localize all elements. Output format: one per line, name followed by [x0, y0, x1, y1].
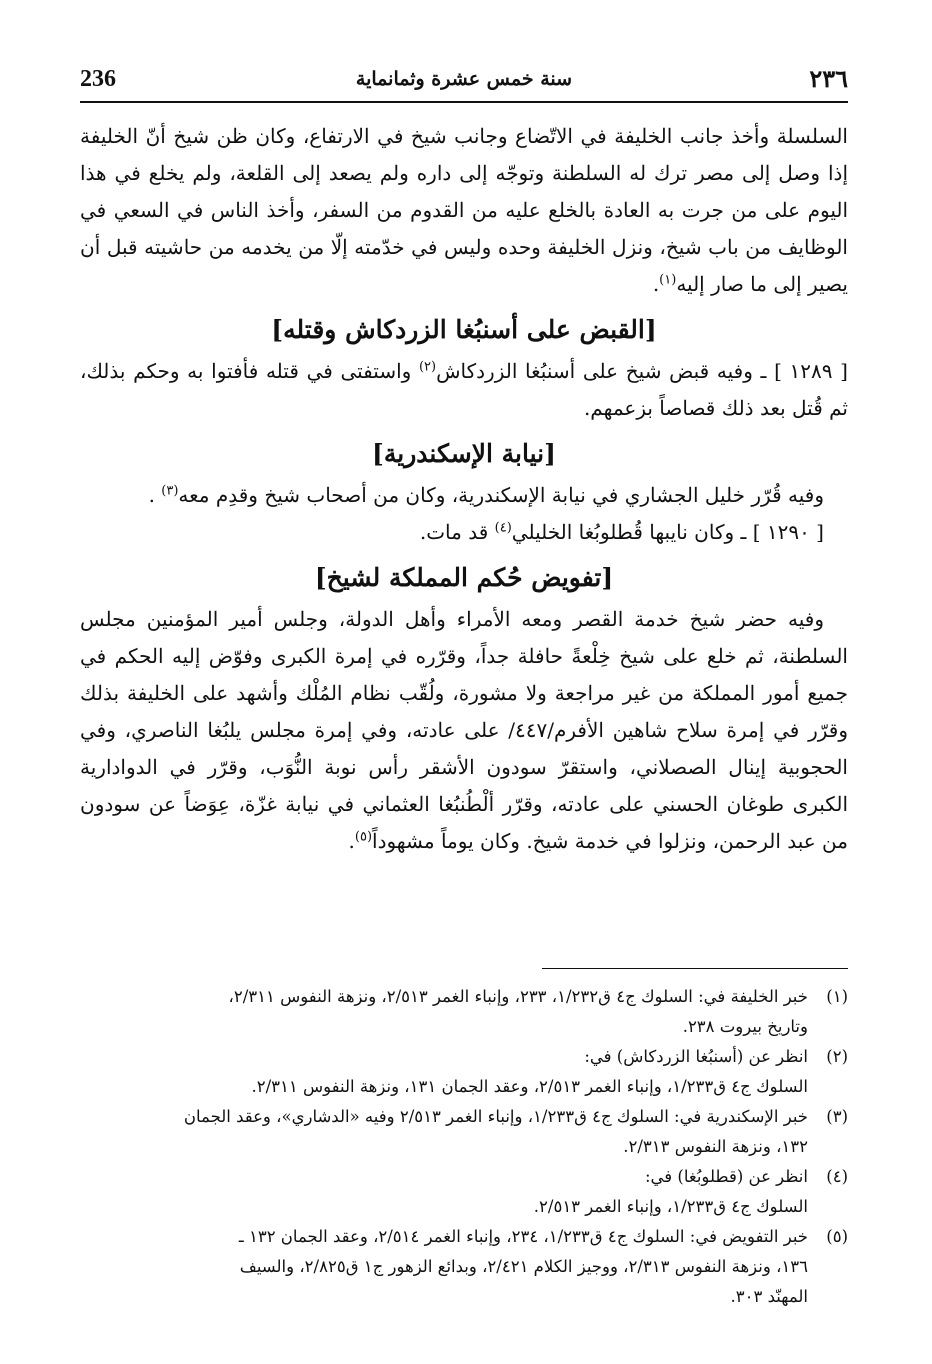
footnote-number: (١) [826, 987, 848, 1006]
paragraph-3-text: وفيه قُرّر خليل الجشاري في نيابة الإسكندرية، وكان من أصحاب شيخ وقدِم معه [178, 483, 824, 507]
footnote-line: خبر الخليفة في: السلوك ج٤ ق١/٢٣٢، ٢٣٣، وإنباء الغمر ٢/٥١٣، ونزهة النفوس ٢/٣١١، [228, 987, 808, 1006]
footnote-4 [80, 1162, 848, 1222]
footnote-line: خبر الإسكندرية في: السلوك ج٤ ق١/٢٣٣، وإنباء الغمر ٢/٥١٣ وفيه «الدشاري»، وعقد الجمان [183, 1107, 808, 1126]
page-number-arabic: ٢٣٦ [809, 64, 848, 93]
paragraph-5-end: . [348, 829, 355, 853]
footnote-line: السلوك ج٤ ق١/٢٣٣، وإنباء الغمر ٢/٥١٣. [533, 1197, 808, 1216]
main-text [80, 118, 848, 860]
footnote-text [80, 1222, 808, 1312]
footnote-ref-2: (٢) [418, 359, 437, 375]
footnote-2 [80, 1042, 848, 1102]
section-heading-3: [تفويض حُكم المملكة لشيخ] [314, 563, 614, 592]
page-number-latin: 236 [80, 66, 116, 92]
footnote-1 [80, 982, 848, 1042]
footnote-line: وتاريخ بيروت ٢٣٨. [682, 1017, 808, 1036]
footnote-number: (٢) [826, 1047, 848, 1066]
paragraph-2 [80, 353, 848, 427]
paragraph-4-text: [ ١٢٩٠ ] ـ وكان نايبها قُطلوبُغا الخليلي [511, 520, 824, 544]
footnote-line: ١٣٢، ونزهة النفوس ٢/٣١٣. [623, 1137, 808, 1156]
footnote-ref-3: (٣) [161, 483, 179, 499]
footnote-line: المهنّد ٣٠٣. [730, 1287, 808, 1306]
footnote-separator [542, 968, 848, 969]
page-header [80, 64, 848, 98]
footnote-text [80, 1162, 808, 1222]
footnote-text [80, 1102, 808, 1162]
paragraph-1-text: السلسلة وأخذ جانب الخليفة في الاتّضاع وجانب شيخ في الارتفاع، وكان ظن شيخ أنّ الخليفة إذا وصل إلى مصر ترك له السلطنة وتوجّه إلى داره ولم يصعد إلى القلعة، ولم يخلع في هذا اليوم على من جرت به العادة بالخلع عليه من القدوم من السفر، وأخذ الناس في السعي في الوظايف من باب شيخ، ونزل الخليفة وحده وليس في خدّمته إلّا من يخدمه من حاشيته قبل أن يصير إلى ما صار إليه [80, 124, 848, 296]
running-title: سنة خمس عشرة وثمانماية [355, 68, 573, 90]
footnote-line: ١٣٦، ونزهة النفوس ٢/٣١٣، ووجيز الكلام ٢/٤٢١، وبدائع الزهور ج١ ق٢/٨٢٥، والسيف [239, 1257, 808, 1276]
paragraph-2-text: [ ١٢٨٩ ] ـ وفيه قبض شيخ على أسنبُغا الزردكاش [436, 359, 848, 383]
footnote-5 [80, 1222, 848, 1312]
paragraph-5 [80, 601, 848, 860]
header-rule [80, 101, 848, 103]
footnote-text [80, 982, 808, 1042]
footnote-number: (٥) [826, 1227, 848, 1246]
footnotes [80, 982, 848, 1312]
footnote-line: انظر عن (قطلوبُغا) في: [644, 1167, 808, 1186]
footnote-ref-4: (٤) [494, 520, 512, 536]
paragraph-1-end: . [652, 272, 660, 296]
paragraph-4-end: قد مات. [419, 520, 495, 544]
section-heading-2: [نيابة الإسكندرية] [372, 439, 556, 468]
footnote-line: خبر التفويض في: السلوك ج٤ ق١/٢٣٣، ٢٣٤، وإنباء الغمر ٢/٥١٤، وعقد الجمان ١٣٢ ـ [238, 1227, 808, 1246]
paragraph-2-end: واستفتى في قتله فأفتوا به وحكم بذلك، ثم قُتل بعد ذلك قصاصاً بزعمهم. [80, 359, 848, 420]
paragraph-1 [80, 118, 848, 303]
paragraph-3 [80, 477, 848, 514]
footnote-ref-1: (١) [659, 272, 677, 288]
paragraph-3-end: . [148, 483, 162, 507]
footnote-ref-5: (٥) [354, 829, 373, 845]
footnote-number: (٤) [826, 1167, 848, 1186]
paragraph-5-text: وفيه حضر شيخ خدمة القصر ومعه الأمراء وأهل الدولة، وجلس أمير المؤمنين مجلس السلطنة، ثم خلع على شيخ خِلْعةً حافلة جداً، وقرّره في إمرة الكبرى وفوّض إليه الحكم في جميع أمور المملكة من غير مراجعة ولا مشورة، ولُقّب نظام المُلْك وأشهد على الخليفة بذلك وقرّر في إمرة سلاح شاهين الأفرم/٤٤٧/ على عادته، وفي إمرة مجلس يلبُغا الناصري، وفي الحجوبية إينال الصصلاني، واستقرّ سودون الأشقر رأس نوبة النُّوَب، وقرّر في الدوادارية الكبرى طوغان الحسني على عادته، وقرّر ألْطُنبُغا العثماني في نيابة غزّة، عِوَضاً عن سودون من عبد الرحمن، ونزلوا في خدمة شيخ. وكان يوماً مشهوداً [80, 607, 848, 853]
footnote-3 [80, 1102, 848, 1162]
footnote-line: انظر عن (أسنبُغا الزردكاش) في: [584, 1047, 808, 1066]
footnote-number: (٣) [826, 1107, 848, 1126]
footnote-line: السلوك ج٤ ق١/٢٣٣، وإنباء الغمر ٢/٥١٣، وعقد الجمان ١٣١، ونزهة النفوس ٢/٣١١. [251, 1077, 808, 1096]
footnote-text [80, 1042, 808, 1102]
paragraph-4 [80, 514, 848, 551]
section-heading-1: [القبض على أسنبُغا الزردكاش وقتله] [271, 315, 657, 344]
